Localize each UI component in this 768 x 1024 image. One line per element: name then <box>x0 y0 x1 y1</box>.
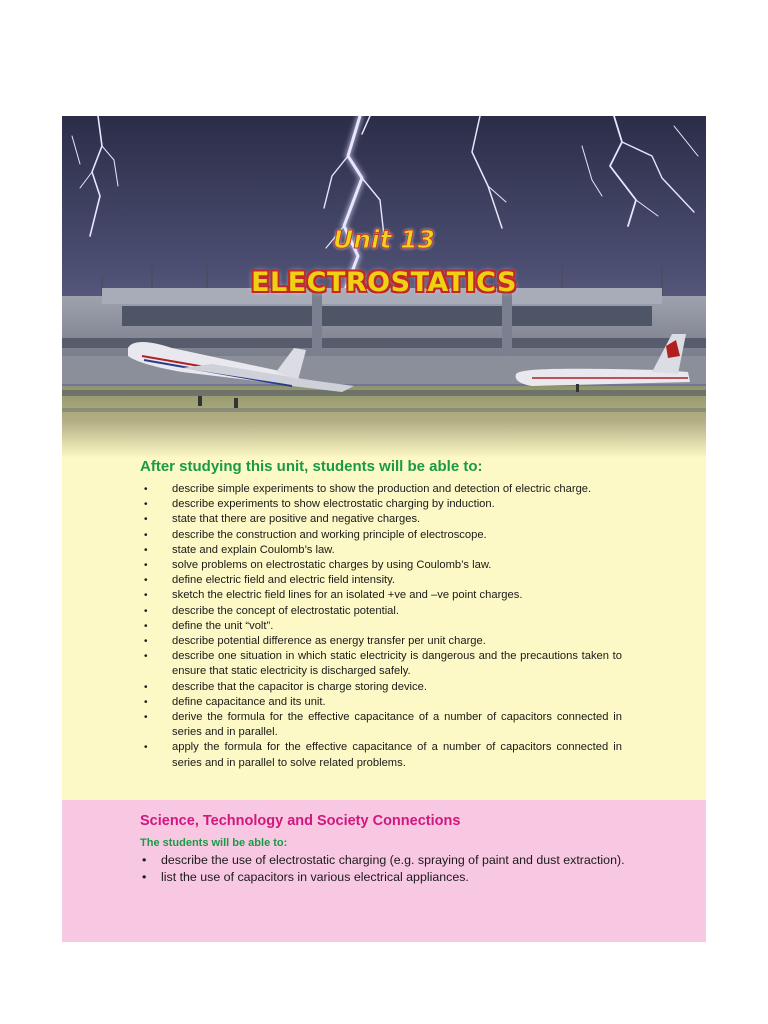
list-item: • describe potential difference as energy transfer per unit charge. <box>142 634 622 649</box>
list-item: • describe simple experiments to show the production and detection of electric charge. <box>142 482 622 497</box>
unit-number: Unit 13 <box>332 225 436 254</box>
list-item: • state and explain Coulomb’s law. <box>142 543 622 558</box>
sts-list <box>141 852 701 886</box>
chapter-cover-photo <box>62 116 706 458</box>
list-item: • apply the formula for the effective capacitance of a number of capacitors connected in series and in parallel to solve related problems. <box>142 740 622 770</box>
list-item: • describe experiments to show electrostatic charging by induction. <box>142 497 622 512</box>
list-item: • define the unit “volt”. <box>142 619 622 634</box>
list-item: • solve problems on electrostatic charges by using Coulomb’s law. <box>142 558 622 573</box>
list-item: • describe one situation in which static electricity is dangerous and the precautions taken to ensure that static electricity is discharged safely. <box>142 649 622 679</box>
list-item: • describe that the capacitor is charge storing device. <box>142 680 622 695</box>
list-item: • describe the concept of electrostatic potential. <box>142 604 622 619</box>
list-item: • describe the construction and working principle of electroscope. <box>142 528 622 543</box>
list-item: • define capacitance and its unit. <box>142 695 622 710</box>
unit-title: ELECTROSTATICS <box>251 267 517 298</box>
list-item: • state that there are positive and negative charges. <box>142 512 622 527</box>
sts-heading: Science, Technology and Society Connections <box>140 813 461 829</box>
list-item: • list the use of capacitors in various electrical appliances. <box>141 869 701 886</box>
list-item: • define electric field and electric field intensity. <box>142 573 622 588</box>
list-item: • sketch the electric field lines for an isolated +ve and –ve point charges. <box>142 588 622 603</box>
sts-subheading: The students will be able to: <box>140 837 288 849</box>
learning-objectives-section <box>62 458 706 800</box>
list-item: • derive the formula for the effective capacitance of a number of capacitors connected in series and in parallel. <box>142 710 622 740</box>
objectives-list <box>142 482 622 771</box>
list-item: • describe the use of electrostatic charging (e.g. spraying of paint and dust extraction). <box>141 852 701 869</box>
objectives-heading: After studying this unit, students will be able to: <box>140 458 483 475</box>
sts-connections-section <box>62 800 706 942</box>
